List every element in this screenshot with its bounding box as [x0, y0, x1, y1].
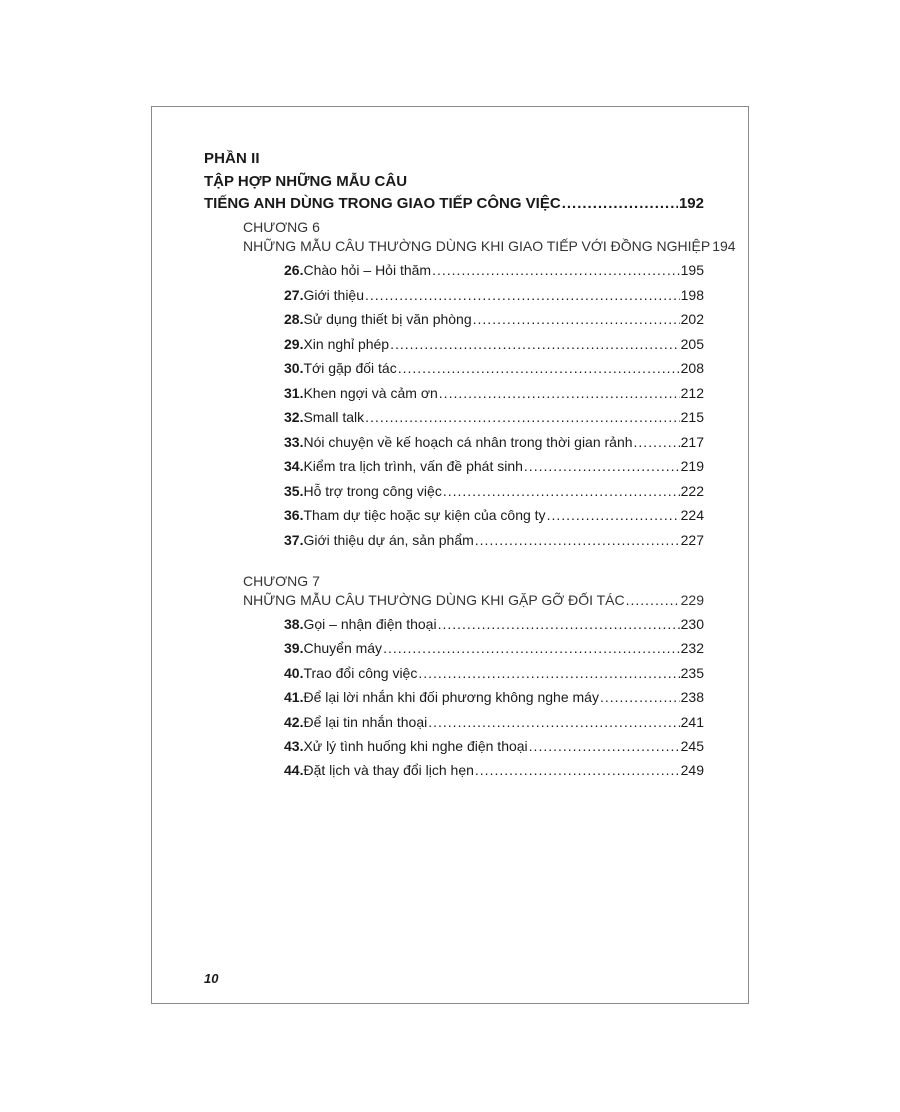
chapter6-toc-line — [243, 238, 736, 254]
entry-number: 44. — [284, 762, 304, 779]
entry-number: 36. — [284, 507, 304, 523]
toc-entry — [284, 287, 704, 303]
toc-entry — [284, 434, 704, 450]
dot-leader — [443, 483, 680, 499]
toc-entry — [284, 262, 704, 278]
entry-page: 205 — [680, 335, 704, 352]
page-number: 10 — [204, 971, 219, 986]
entry-title: Đặt lịch và thay đổi lịch hẹn — [303, 762, 474, 779]
dot-leader — [398, 360, 680, 376]
toc-entry — [284, 762, 704, 778]
entry-title: Trao đổi công việc — [303, 664, 418, 681]
entry-title: Gọi – nhận điện thoại — [303, 616, 437, 632]
toc-entry — [284, 738, 704, 754]
toc-entry — [284, 311, 704, 327]
chapter7-toc-line — [243, 592, 704, 608]
entry-page: 230 — [680, 616, 704, 632]
entry-page: 245 — [680, 738, 704, 754]
dot-leader — [475, 762, 680, 778]
entry-title: Small talk — [303, 409, 365, 425]
dot-leader — [418, 665, 679, 681]
entry-page: 219 — [680, 458, 704, 474]
entry-number: 27. — [284, 286, 304, 303]
dot-leader — [365, 287, 680, 303]
entry-title: Khen ngợi và cảm ơn — [303, 384, 438, 401]
entry-number: 29. — [284, 335, 304, 352]
dot-leader — [432, 262, 680, 278]
entry-page: 222 — [680, 482, 704, 499]
entry-title: Tham dự tiệc hoặc sự kiện của công ty — [303, 507, 546, 523]
entry-title: Giới thiệu — [303, 286, 365, 303]
entry-number: 28. — [284, 311, 304, 327]
entry-title: Tới gặp đối tác — [303, 360, 397, 376]
entry-title: Xin nghỉ phép — [303, 335, 390, 352]
dot-leader — [383, 640, 680, 656]
chapter7-label: CHƯƠNG 7 — [243, 573, 320, 589]
dot-leader — [626, 592, 680, 608]
entry-title: Chào hỏi – Hỏi thăm — [303, 262, 432, 278]
chapter6-title: NHỮNG MẪU CÂU THƯỜNG DÙNG KHI GIAO TIẾP VỚI ĐỒNG NGHIỆP — [243, 238, 711, 254]
entry-title: Xử lý tình huống khi nghe điện thoại — [303, 738, 528, 754]
chapter7-page: 229 — [680, 592, 704, 608]
part-subtitle: TẬP HỢP NHỮNG MẪU CÂU — [204, 173, 408, 190]
entry-page: 195 — [680, 262, 704, 278]
entry-number: 37. — [284, 531, 304, 548]
chapter6-page: 194 — [712, 238, 736, 254]
entry-number: 38. — [284, 616, 304, 632]
entry-title: Nói chuyện về kế hoạch cá nhân trong thời gian rảnh — [303, 433, 633, 450]
toc-entry — [284, 616, 704, 632]
dot-leader — [600, 689, 680, 705]
entry-title: Sử dụng thiết bị văn phòng — [303, 311, 472, 327]
dot-leader — [473, 311, 680, 327]
chapter7-title: NHỮNG MẪU CÂU THƯỜNG DÙNG KHI GẶP GỠ ĐỐI TÁC — [243, 592, 625, 608]
dot-leader — [562, 195, 678, 212]
entry-page: 198 — [680, 286, 704, 303]
entry-number: 31. — [284, 384, 304, 401]
entry-page: 235 — [680, 664, 704, 681]
toc-entry — [284, 385, 704, 401]
dot-leader — [428, 714, 679, 730]
book-page — [151, 106, 749, 1004]
toc-entry — [284, 483, 704, 499]
dot-leader — [390, 336, 680, 352]
part-title: PHẦN II — [204, 150, 260, 167]
entry-number: 42. — [284, 713, 304, 730]
entry-number: 34. — [284, 458, 304, 474]
dot-leader — [475, 532, 680, 548]
toc-entry — [284, 507, 704, 523]
toc-entry — [284, 336, 704, 352]
entry-number: 32. — [284, 409, 304, 425]
entry-page: 249 — [680, 762, 704, 779]
entry-number: 40. — [284, 664, 304, 681]
entry-page: 224 — [680, 507, 704, 523]
entry-title: Hỗ trợ trong công việc — [303, 482, 442, 499]
dot-leader — [524, 458, 680, 474]
entry-page: 202 — [680, 311, 704, 327]
entry-page: 232 — [680, 640, 704, 657]
entry-number: 35. — [284, 482, 304, 499]
entry-page: 227 — [680, 531, 704, 548]
entry-title: Chuyển máy — [303, 640, 383, 657]
chapter6-label: CHƯƠNG 6 — [243, 219, 320, 235]
part-line-page: 192 — [678, 195, 704, 212]
dot-leader — [439, 385, 680, 401]
entry-title: Để lại tin nhắn thoại — [303, 713, 428, 730]
part-toc-line — [204, 195, 704, 212]
toc-entry — [284, 640, 704, 656]
toc-entry — [284, 714, 704, 730]
entry-number: 30. — [284, 360, 304, 376]
entry-number: 33. — [284, 433, 304, 450]
toc-entry — [284, 360, 704, 376]
entry-title: Kiểm tra lịch trình, vấn đề phát sinh — [303, 458, 523, 474]
toc-entry — [284, 532, 704, 548]
entry-page: 208 — [680, 360, 704, 376]
toc-entry — [284, 689, 704, 705]
dot-leader — [529, 738, 680, 754]
entry-number: 41. — [284, 689, 304, 706]
toc-entry — [284, 409, 704, 425]
toc-entry — [284, 458, 704, 474]
entry-page: 241 — [680, 713, 704, 730]
entry-number: 43. — [284, 738, 304, 754]
part-line-label: TIẾNG ANH DÙNG TRONG GIAO TIẾP CÔNG VIỆC — [204, 195, 561, 212]
dot-leader — [365, 409, 679, 425]
entry-page: 238 — [680, 689, 704, 706]
dot-leader — [634, 434, 680, 450]
entry-page: 217 — [680, 433, 704, 450]
dot-leader — [438, 616, 680, 632]
entry-number: 39. — [284, 640, 304, 657]
entry-title: Để lại lời nhắn khi đối phương không nghe máy — [303, 689, 599, 706]
entry-page: 212 — [680, 384, 704, 401]
dot-leader — [547, 507, 680, 523]
entry-title: Giới thiệu dự án, sản phẩm — [303, 531, 474, 548]
entry-page: 215 — [680, 409, 704, 425]
entry-number: 26. — [284, 262, 304, 278]
toc-entry — [284, 665, 704, 681]
